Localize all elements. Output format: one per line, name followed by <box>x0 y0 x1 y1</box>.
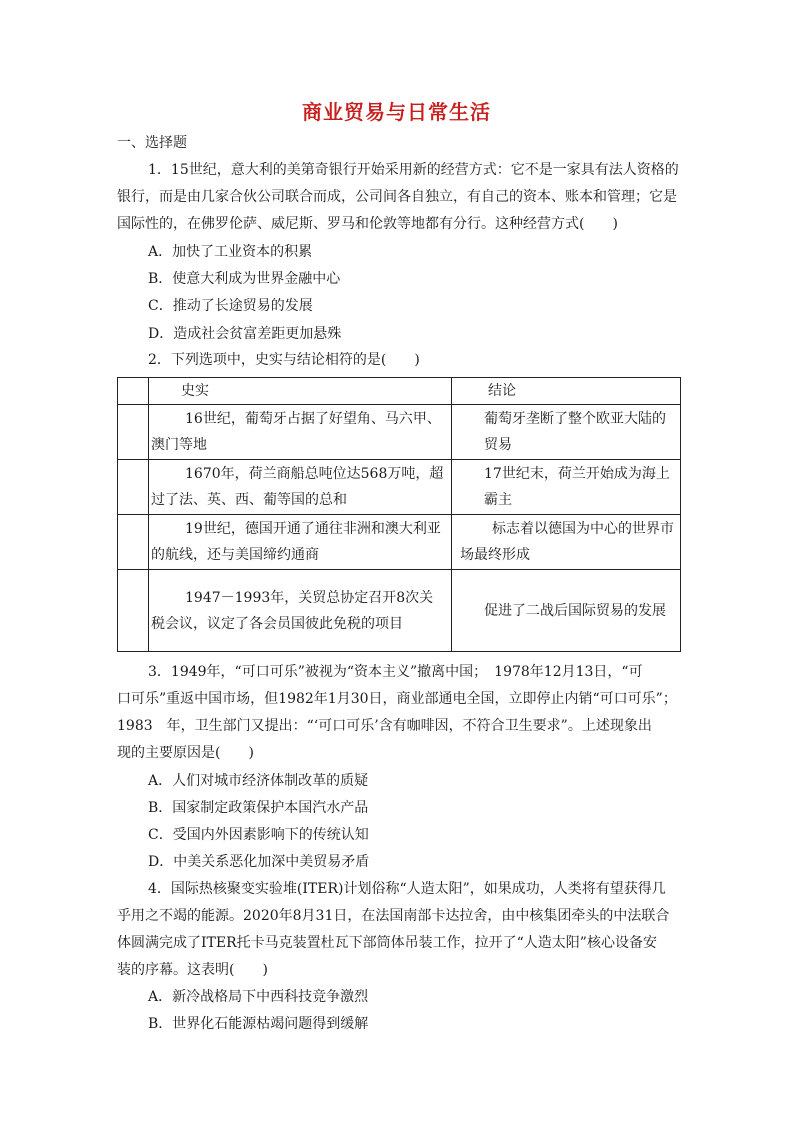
table-row <box>118 405 681 460</box>
table-row-fact: 1670年，荷兰商船总吨位达568万吨，超过了法、英、西、葡等国的总和 <box>151 466 444 508</box>
q3-option-a: A．人们对城市经济体制改革的质疑 <box>148 773 369 789</box>
table-row-fact: 1947－1993年，关贸总协定召开8次关税会议，议定了各会员国彼此免税的项目 <box>151 589 434 632</box>
q4-stem-line-4: 装的序幕。这表明( ) <box>117 962 268 978</box>
q4-stem-line-2: 乎用之不竭的能源。2020年8月31日，在法国南部卡达拉舍，由中核集团牵头的中法联合 <box>117 908 670 924</box>
q3-stem-line-2: 口可乐”重返中国市场，但1982年1月30日，商业部通电全国，立即停止内销“可口可乐”； <box>117 691 677 707</box>
table-row-conclusion: 标志着以德国为中心的世界市场最终形成 <box>460 521 674 563</box>
q4-option-a: A．新冷战格局下中西科技竞争激烈 <box>148 989 369 1005</box>
q3-option-b: B．国家制定政策保护本国汽水产品 <box>148 800 369 816</box>
q4-stem-line-1: 4．国际热核聚变实验堆(ITER)计划俗称“人造太阳”，如果成功，人类将有望获得几 <box>148 881 666 897</box>
table-row-conclusion: 促进了二战后国际贸易的发展 <box>452 570 681 652</box>
table-stub-cell <box>118 570 149 652</box>
table-header-row <box>118 378 681 405</box>
table-stub-cell <box>118 460 149 515</box>
q1-option-a: A．加快了工业资本的积累 <box>148 244 313 260</box>
q1-option-b: B．使意大利成为世界金融中心 <box>148 271 341 287</box>
table-row <box>118 515 681 570</box>
table-row-conclusion: 葡萄牙垄断了整个欧亚大陆的贸易 <box>452 405 681 460</box>
q1-option-c: C．推动了长途贸易的发展 <box>148 298 313 314</box>
q2-table <box>117 377 681 652</box>
table-header-fact: 史实 <box>149 378 452 405</box>
table-stub-cell <box>118 405 149 460</box>
q3-option-d: D．中美关系恶化加深中美贸易矛盾 <box>148 854 370 870</box>
table-row <box>118 460 681 515</box>
q1-stem-line-3: 国际性的，在佛罗伦萨、威尼斯、罗马和伦敦等地都有分行。这种经营方式( ) <box>117 216 618 232</box>
table-header-conclusion: 结论 <box>452 378 681 405</box>
table-stub-cell <box>118 515 149 570</box>
q1-stem-line-1: 1．15世纪，意大利的美第奇银行开始采用新的经营方式：它不是一家具有法人资格的 <box>148 162 679 178</box>
q2-stem: 2．下列选项中，史实与结论相符的是( ) <box>148 352 420 368</box>
q4-option-b: B．世界化石能源枯竭问题得到缓解 <box>148 1016 369 1032</box>
section-heading: 一、选择题 <box>117 135 187 151</box>
q4-stem-line-3: 体圆满完成了ITER托卡马克装置杜瓦下部筒体吊装工作，拉开了“人造太阳”核心设备安 <box>117 935 657 951</box>
table-row-fact: 19世纪，德国开通了通往非洲和澳大利亚的航线，还与美国缔约通商 <box>151 521 441 563</box>
page-title: 商业贸易与日常生活 <box>302 100 491 124</box>
table-row-fact: 16世纪，葡萄牙占据了好望角、马六甲、澳门等地 <box>151 411 441 453</box>
q1-stem-line-2: 银行，而是由几家合伙公司联合而成，公司间各自独立，有自己的资本、账本和管理；它是 <box>117 189 677 205</box>
q3-option-c: C．受国内外因素影响下的传统认知 <box>148 827 369 843</box>
q3-stem-line-4: 现的主要原因是( ) <box>117 745 254 761</box>
table-row-conclusion: 17世纪末，荷兰开始成为海上霸主 <box>452 460 681 515</box>
table-stub-cell <box>118 378 149 405</box>
table-row <box>118 570 681 652</box>
q3-stem-line-1: 3．1949年，“可口可乐”被视为“资本主义”撤离中国； 1978年12月13日，“可 <box>148 664 643 680</box>
q1-option-d: D．造成社会贫富差距更加悬殊 <box>148 326 342 342</box>
q3-stem-line-3: 1983 年，卫生部门又提出：“‘可口可乐’含有咖啡因，不符合卫生要求”。上述现象出 <box>117 718 652 734</box>
